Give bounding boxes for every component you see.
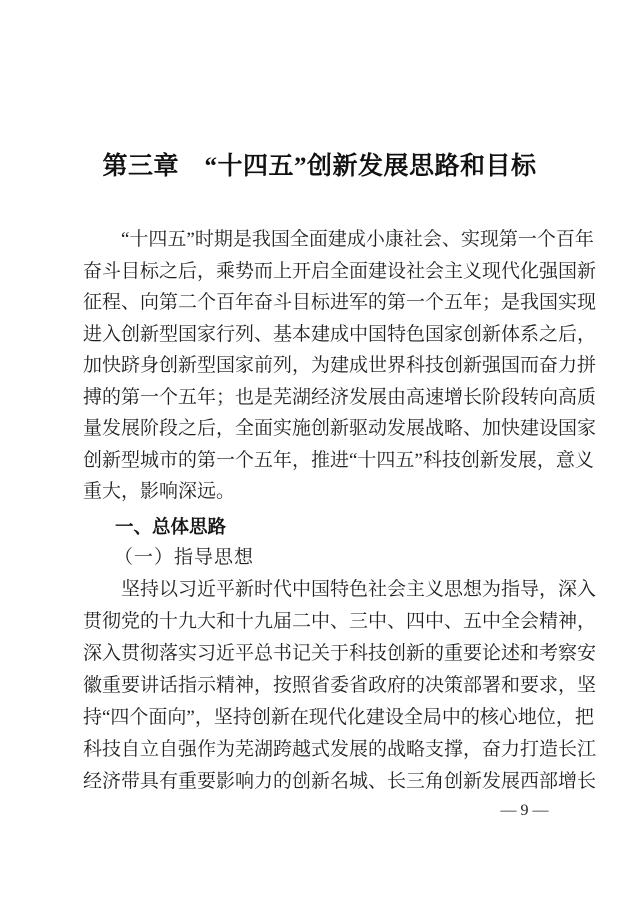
paragraph-line: 坚持以习近平新时代中国特色社会主义思想为指导，深入 [121,579,597,600]
paragraph-line: “十四五”时期是我国全面建成小康社会、实现第一个百年 [121,229,594,250]
paragraph-line: 深入贯彻落实习近平总书记关于科技创新的重要论述和考察安 [83,643,597,664]
paragraph-line: 征程、向第二个百年奋斗目标进军的第一个五年；是我国实现 [83,292,597,313]
intro-paragraph [83,224,597,508]
section-heading-overall-approach: 一、总体思路 [115,516,227,537]
paragraph-line: 持“四个面向”，坚持创新在现代化建设全局中的核心地位，把 [83,707,594,728]
paragraph-line: 量发展阶段之后，全面实施创新驱动发展战略、加快建设国家 [83,418,597,439]
paragraph-line: 进入创新型国家行列、基本建成中国特色国家创新体系之后， [83,323,597,345]
paragraph-line: 加快跻身创新型国家前列，为建成世界科技创新强国而奋力拼 [83,355,597,376]
paragraph-line: 徽重要讲话指示精神，按照省委省政府的决策部署和要求，坚 [83,675,597,696]
paragraph-line: 经济带具有重要影响力的创新名城、长三角创新发展西部增长 [83,771,597,792]
paragraph-line: 奋斗目标之后，乘势而上开启全面建设社会主义现代化强国新 [83,260,597,282]
paragraph-line: 贯彻党的十九大和十九届二中、三中、四中、五中全会精神， [83,611,597,632]
paragraph-line: 科技自立自强作为芜湖跨越式发展的战略支撑，奋力打造长江 [83,739,597,760]
page-number: — 9 — [500,802,549,819]
paragraph-line: 创新型城市的第一个五年，推进“十四五”科技创新发展，意义 [83,449,594,471]
paragraph-line: 重大，影响深远。 [83,481,236,502]
chapter-title: 第三章 “十四五”创新发展思路和目标 [102,153,537,180]
paragraph-line: 搏的第一个五年；也是芜湖经济发展由高速增长阶段转向高质 [83,386,597,408]
guiding-ideology-paragraph [83,574,597,798]
sub-heading-guiding-ideology: （一）指导思想 [114,547,255,568]
